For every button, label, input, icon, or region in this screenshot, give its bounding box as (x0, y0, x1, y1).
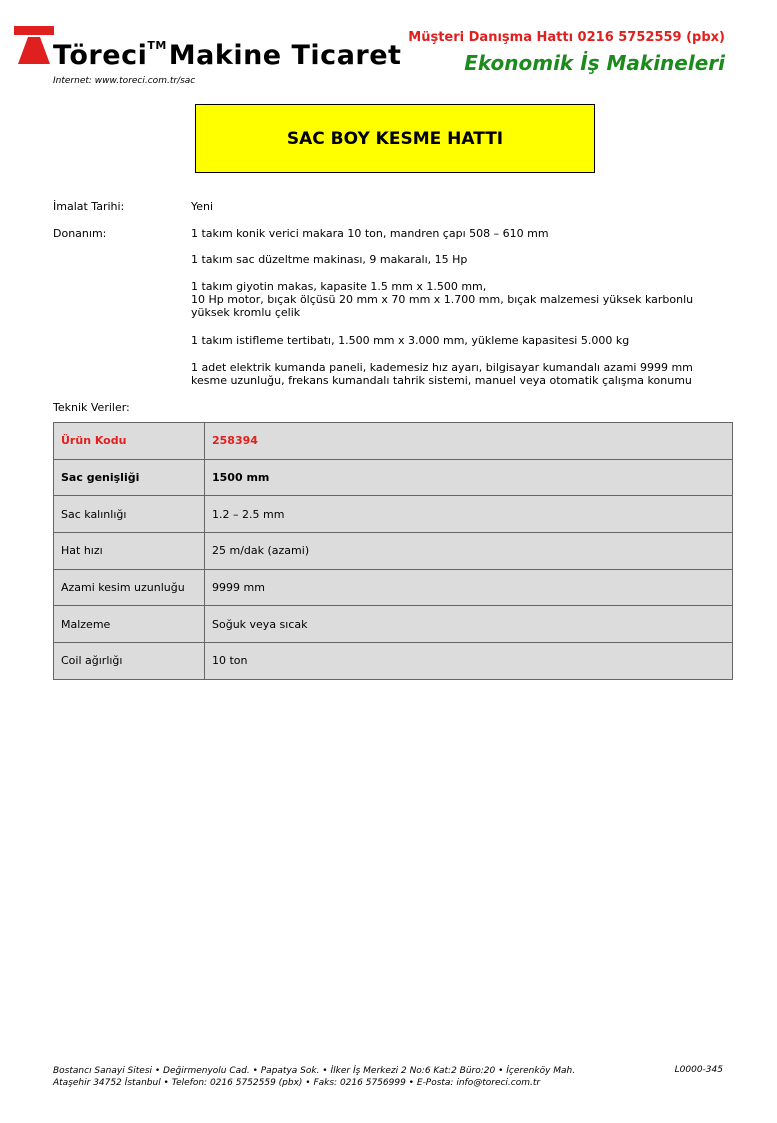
table-row (54, 496, 733, 533)
website-line: Internet: www.toreci.com.tr/sac (53, 76, 196, 86)
footer-line: Bostancı Sanayi Sitesi • Değirmenyolu Cad. • Papatya Sok. • İlker İş Merkezi 2 No:6 Kat:2 Büro:20 • İçerenköy Mah. (53, 1066, 576, 1076)
spec-table (53, 422, 733, 680)
spec-value: 258394 (205, 423, 733, 460)
spec-label: Coil ağırlığı (54, 643, 205, 680)
table-row (54, 569, 733, 606)
manufacture-value: Yeni (191, 200, 214, 213)
equipment-item: 1 takım sac düzeltme makinası, 9 makaralı, 15 Hp (191, 253, 468, 266)
company-brand (53, 39, 402, 71)
brand-name: Töreci (53, 40, 148, 71)
technical-data-label: Teknik Veriler: (53, 401, 130, 414)
table-row (54, 423, 733, 460)
spec-value: 25 m/dak (azami) (205, 533, 733, 570)
spec-label: Sac genişliği (54, 459, 205, 496)
document-title: SAC BOY KESME HATTI (195, 104, 595, 173)
spec-value: 10 ton (205, 643, 733, 680)
footer-line: Ataşehir 34752 İstanbul • Telefon: 0216 5752559 (pbx) • Faks: 0216 5756999 • E-Posta: info@toreci.com.tr (53, 1078, 541, 1088)
spec-label: Hat hızı (54, 533, 205, 570)
spec-value: Soğuk veya sıcak (205, 606, 733, 643)
company-name: Makine Ticaret (168, 40, 402, 71)
table-row (54, 459, 733, 496)
spec-value: 1.2 – 2.5 mm (205, 496, 733, 533)
equipment-item: 1 takım istifleme tertibatı, 1.500 mm x 3.000 mm, yükleme kapasitesi 5.000 kg (191, 334, 630, 347)
table-row (54, 533, 733, 570)
company-slogan: Ekonomik İş Makineleri (464, 51, 725, 75)
toreci-t-logo-icon (14, 26, 54, 64)
spec-label: Sac kalınlığı (54, 496, 205, 533)
document-code: L0000-345 (674, 1065, 723, 1075)
equipment-label: Donanım: (53, 227, 107, 240)
equipment-item: 1 adet elektrik kumanda paneli, kademesiz hız ayarı, bilgisayar kumandalı azami 9999 mm kesme uzunluğu, frekans kumandalı tahrik sistemi, manuel veya otomatik çalışma konumu (191, 361, 693, 387)
spec-label: Ürün Kodu (54, 423, 205, 460)
spec-label: Malzeme (54, 606, 205, 643)
manufacture-label: İmalat Tarihi: (53, 200, 125, 213)
table-row (54, 606, 733, 643)
spec-label: Azami kesim uzunluğu (54, 569, 205, 606)
table-row (54, 643, 733, 680)
equipment-item: 1 takım konik verici makara 10 ton, mandren çapı 508 – 610 mm (191, 227, 549, 240)
footer-address (53, 1065, 575, 1089)
spec-value: 1500 mm (205, 459, 733, 496)
equipment-item: 1 takım giyotin makas, kapasite 1.5 mm x 1.500 mm, 10 Hp motor, bıçak ölçüsü 20 mm x 70 mm x 1.700 mm, bıçak malzemesi yüksek karbonlu yüksek kromlu çelik (191, 280, 694, 319)
spec-value: 9999 mm (205, 569, 733, 606)
trademark-mark: TM (147, 39, 167, 52)
customer-hotline: Müşteri Danışma Hattı 0216 5752559 (pbx) (408, 30, 725, 45)
